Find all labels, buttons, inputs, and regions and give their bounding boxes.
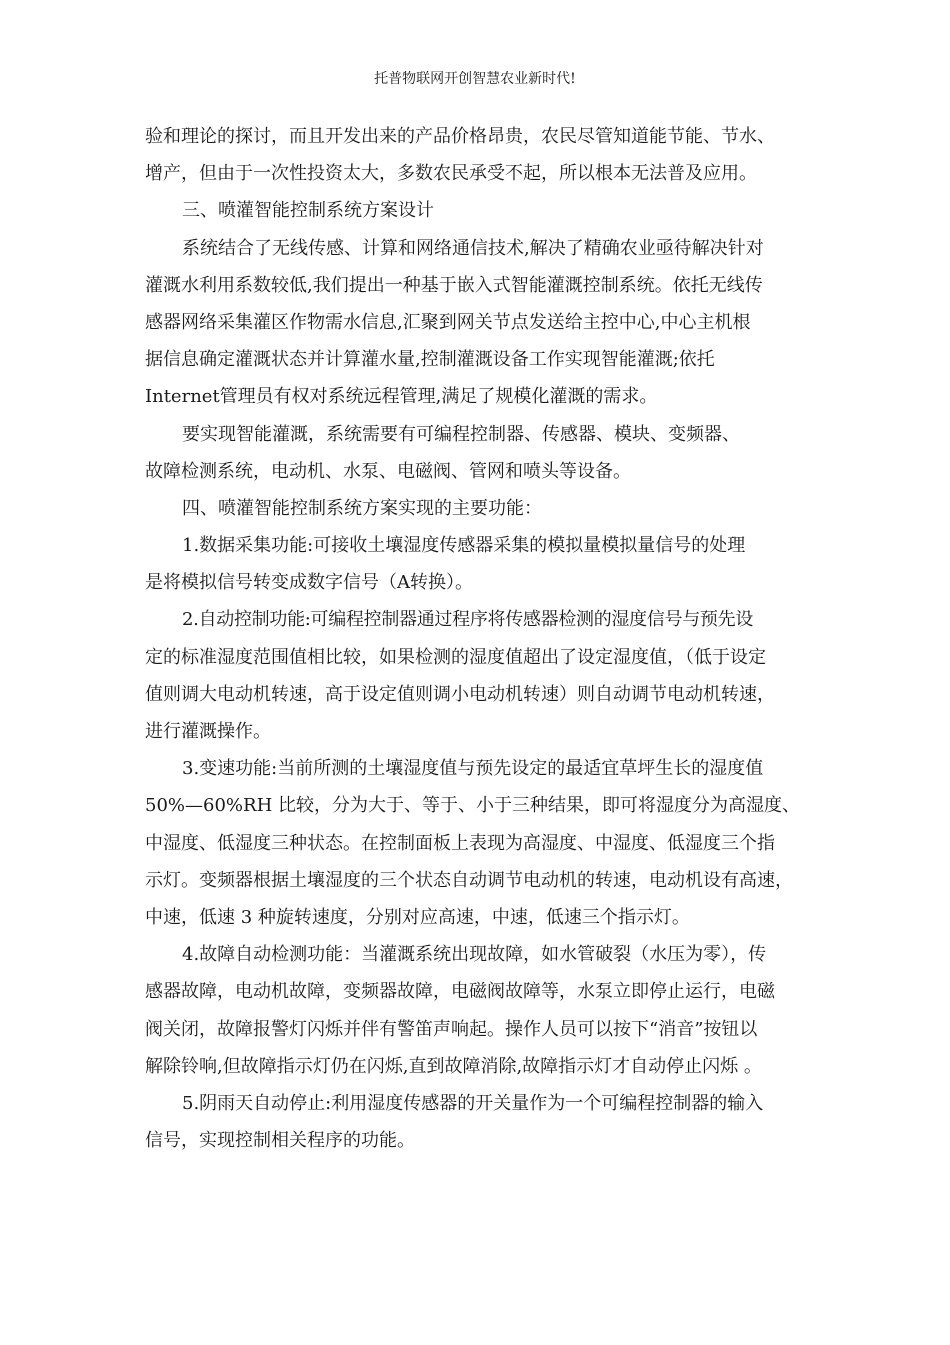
text-line: 50%—60%RH 比较，分为大于、等于、小于三种结果，即可将湿度分为高湿度、 xyxy=(145,795,800,817)
section-heading: 三、喷灌智能控制系统方案设计 xyxy=(182,200,434,222)
text-line: 故障检测系统，电动机、水泵、电磁阀、管网和喷头等设备。 xyxy=(145,460,631,482)
text-line: 要实现智能灌溉，系统需要有可编程控制器、传感器、模块、变频器、 xyxy=(182,423,740,445)
text-line: 灌溉水利用系数较低,我们提出一种基于嵌入式智能灌溉控制系统。依托无线传 xyxy=(145,274,763,296)
text-line: 3.变速功能:当前所测的土壤湿度值与预先设定的最适宜草坪生长的湿度值 xyxy=(182,758,764,780)
text-line: 验和理论的探讨，而且开发出来的产品价格昂贵，农民尽管知道能节能、节水、 xyxy=(145,126,775,147)
text-line: 阀关闭，故障报警灯闪烁并伴有警笛声响起。操作人员可以按下“消音”按钮以 xyxy=(145,1018,758,1040)
text-line: 解除铃响,但故障指示灯仍在闪烁,直到故障消除,故障指示灯才自动停止闪烁 。 xyxy=(145,1055,762,1077)
text-line: 信号，实现控制相关程序的功能。 xyxy=(145,1130,415,1152)
page-header: 托普物联网开创智慧农业新时代! xyxy=(374,71,576,87)
text-line: 据信息确定灌溉状态并计算灌水量,控制灌溉设备工作实现智能灌溉;依托 xyxy=(145,349,715,371)
text-line: 2.自动控制功能:可编程控制器通过程序将传感器检测的湿度信号与预先设 xyxy=(182,609,754,631)
text-line: 进行灌溉操作。 xyxy=(145,721,271,742)
text-line: 5.阴雨天自动停止:利用湿度传感器的开关量作为一个可编程控制器的输入 xyxy=(182,1092,764,1114)
text-line: 值则调大电动机转速，高于设定值则调小电动机转速）则自动调节电动机转速， xyxy=(145,683,775,705)
text-line: 中速，低速 3 种旋转速度，分别对应高速，中速，低速三个指示灯。 xyxy=(145,906,690,928)
text-line: 感器故障，电动机故障，变频器故障，电磁阀故障等，水泵立即停止运行，电磁 xyxy=(145,981,775,1003)
text-line: 中湿度、低湿度三种状态。在控制面板上表现为高湿度、中湿度、低湿度三个指 xyxy=(145,832,775,854)
document-body xyxy=(145,118,850,1159)
text-line: 定的标准湿度范围值相比较，如果检测的湿度值超出了设定湿度值，（低于设定 xyxy=(145,646,766,668)
text-line: 1.数据采集功能:可接收土壤湿度传感器采集的模拟量模拟量信号的处理 xyxy=(182,535,746,557)
text-line: 感器网络采集灌区作物需水信息,汇聚到网关节点发送给主控中心,中心主机根 xyxy=(145,311,751,333)
section-heading: 四、喷灌智能控制系统方案实现的主要功能： xyxy=(182,497,542,519)
text-line: 4.故障自动检测功能：当灌溉系统出现故障，如水管破裂（水压为零），传 xyxy=(182,944,767,966)
text-line: 增产，但由于一次性投资太大，多数农民承受不起，所以根本无法普及应用。 xyxy=(145,163,757,185)
text-line: 系统结合了无线传感、计算和网络通信技术,解决了精确农业亟待解决针对 xyxy=(182,237,764,259)
text-line: 是将模拟信号转变成数字信号（A转换）。 xyxy=(145,572,473,594)
text-line: 示灯。变频器根据土壤湿度的三个状态自动调节电动机的转速，电动机设有高速， xyxy=(145,869,793,891)
text-line: Internet管理员有权对系统远程管理,满足了规模化灌溉的需求。 xyxy=(145,386,658,408)
